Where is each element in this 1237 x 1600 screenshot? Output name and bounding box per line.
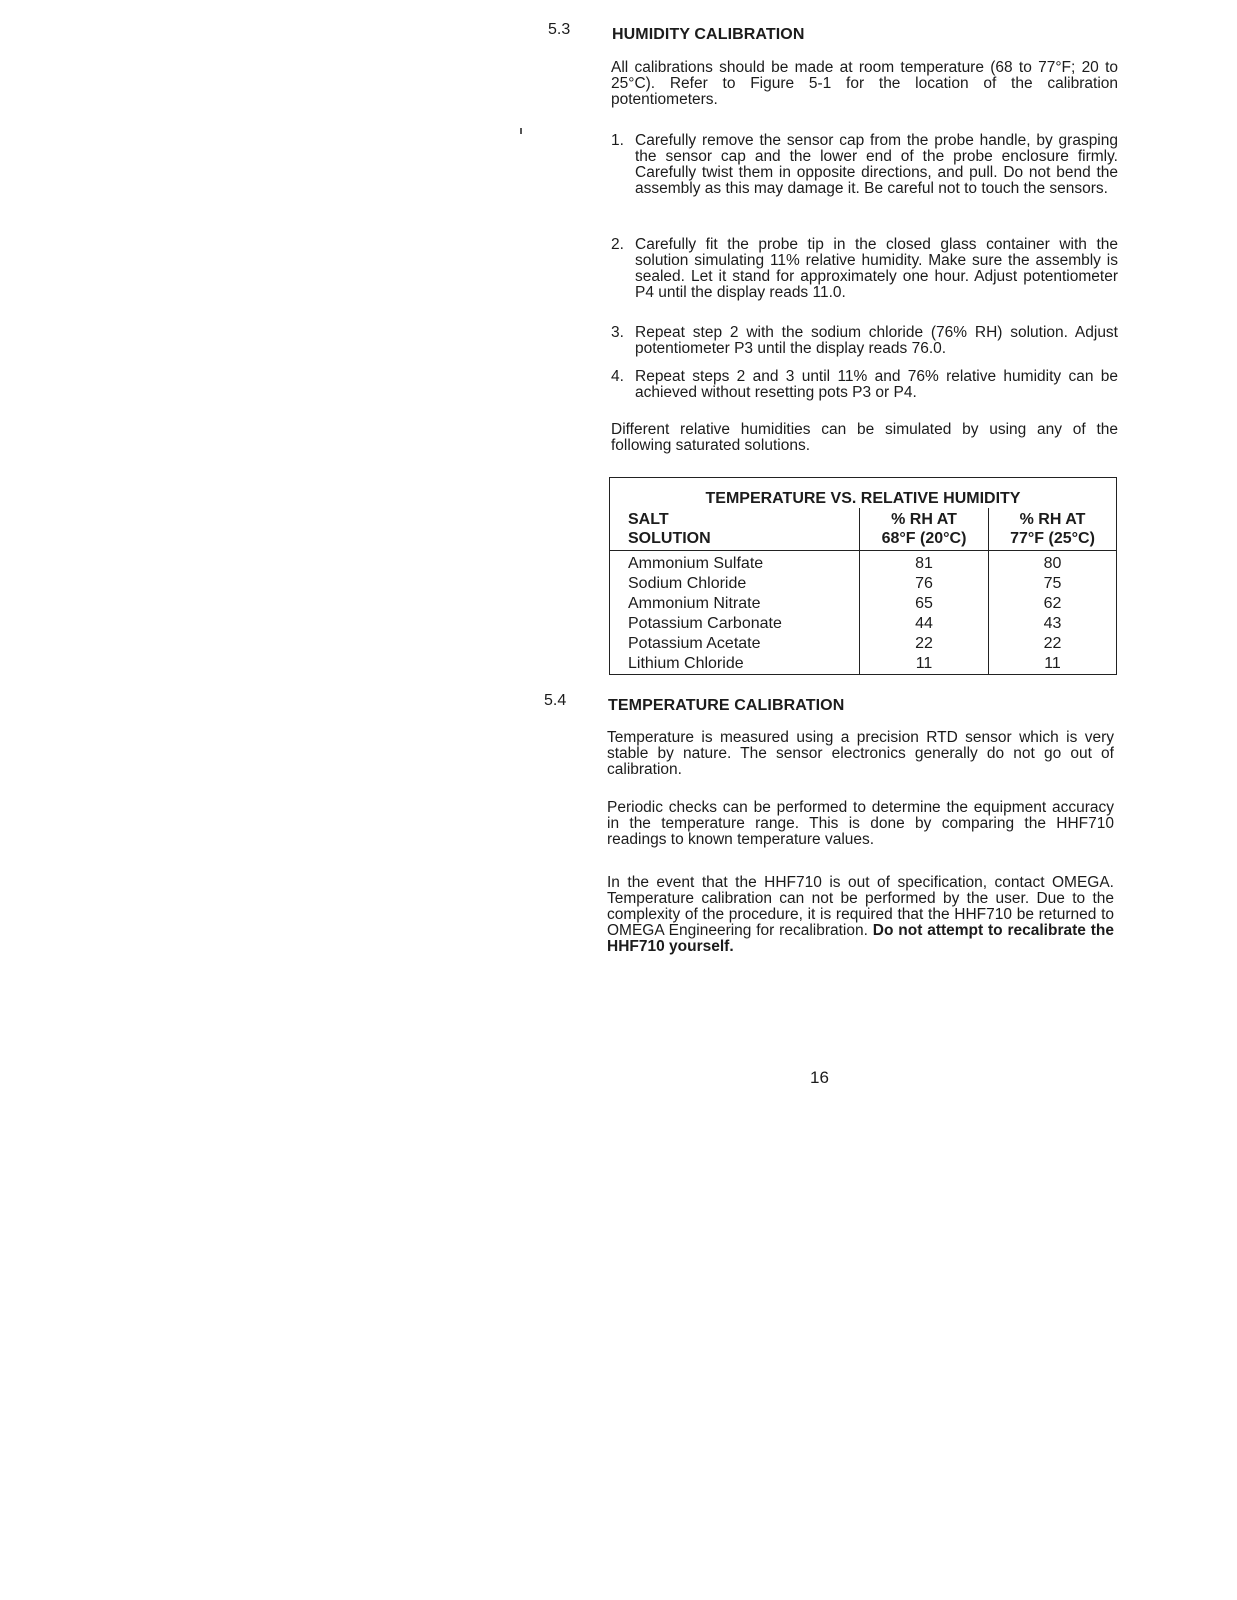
table-header-row [610,508,1117,551]
table-row [610,614,1117,634]
rh-77-value: 43 [989,614,1117,634]
step-text: Carefully remove the sensor cap from the probe handle, by grasping the sensor cap and the lower end of the probe enclosure firmly. Carefully twist them in opposite directions, and pull. Do not bend the assembly as this may damage it. Be careful not to touch the sensors. [635,132,1118,197]
page-number: 16 [810,1068,829,1087]
table-row [610,551,1117,575]
temperature-paragraph-2: Periodic checks can be performed to determine the equipment accuracy in the temperature range. This is done by comparing the HHF710 readings to known temperature values. [607,799,1114,848]
header-salt-solution: SALT SOLUTION [610,508,860,551]
salt-name: Ammonium Nitrate [610,594,860,614]
rh-68-value: 65 [860,594,989,614]
rh-68-value: 22 [860,634,989,654]
step-number: 4. [611,368,624,385]
table-row [610,574,1117,594]
rh-68-value: 81 [860,551,989,575]
step-text: Repeat step 2 with the sodium chloride (76% RH) solution. Adjust potentiometer P3 until the display reads 76.0. [635,324,1118,357]
section-number-5-3: 5.3 [548,21,571,38]
step-3 [611,325,1118,357]
rh-68-value: 11 [860,654,989,675]
scan-mark [520,128,522,134]
step-number: 1. [611,132,624,149]
salt-name: Sodium Chloride [610,574,860,594]
section-title-temperature-calibration: TEMPERATURE CALIBRATION [608,697,845,714]
rh-77-value: 80 [989,551,1117,575]
step-number: 2. [611,236,624,253]
step-text: Repeat steps 2 and 3 until 11% and 76% relative humidity can be achieved without resetting pots P3 or P4. [635,368,1118,401]
temperature-paragraph-1: Temperature is measured using a precision RTD sensor which is very stable by nature. The sensor electronics generally do not go out of calibration. [607,729,1114,778]
table-caption: TEMPERATURE VS. RELATIVE HUMIDITY [610,478,1117,509]
step-number: 3. [611,324,624,341]
warning-text: Do not attempt to recalibrate the HHF710 yourself. [607,922,1114,955]
rh-77-value: 75 [989,574,1117,594]
salt-name: Potassium Carbonate [610,614,860,634]
rh-77-value: 11 [989,654,1117,675]
saturated-solutions-paragraph: Different relative humidities can be simulated by using any of the following saturated solutions. [611,421,1118,454]
table-row [610,634,1117,654]
table-row [610,654,1117,675]
humidity-intro-paragraph: All calibrations should be made at room temperature (68 to 77°F; 20 to 25°C). Refer to Figure 5-1 for the location of the calibration potentiometers. [611,59,1118,108]
section-number-5-4: 5.4 [544,692,567,709]
section-title-humidity-calibration: HUMIDITY CALIBRATION [612,26,805,43]
temperature-paragraph-3 [607,875,1114,955]
step-1 [611,133,1118,197]
paragraph-text: In the event that the HHF710 is out of specification, contact OMEGA. Temperature calibration can not be performed by the user. Due to the complexity of the procedure, it is required that the HHF710 be returned to OMEGA Engineering for recalibration. [607,874,1114,939]
rh-77-value: 22 [989,634,1117,654]
step-4 [611,369,1118,401]
rh-68-value: 44 [860,614,989,634]
humidity-table [609,477,1117,675]
step-2 [611,237,1118,301]
header-rh-77f: % RH AT 77°F (25°C) [989,508,1117,551]
rh-77-value: 62 [989,594,1117,614]
salt-name: Ammonium Sulfate [610,551,860,575]
table-row [610,594,1117,614]
salt-name: Potassium Acetate [610,634,860,654]
rh-68-value: 76 [860,574,989,594]
step-text: Carefully fit the probe tip in the closed glass container with the solution simulating 11% relative humidity. Make sure the assembly is sealed. Let it stand for approximately one hour. Adjust potentiometer P4 until the display reads 11.0. [635,236,1118,301]
header-rh-68f: % RH AT 68°F (20°C) [860,508,989,551]
salt-name: Lithium Chloride [610,654,860,675]
